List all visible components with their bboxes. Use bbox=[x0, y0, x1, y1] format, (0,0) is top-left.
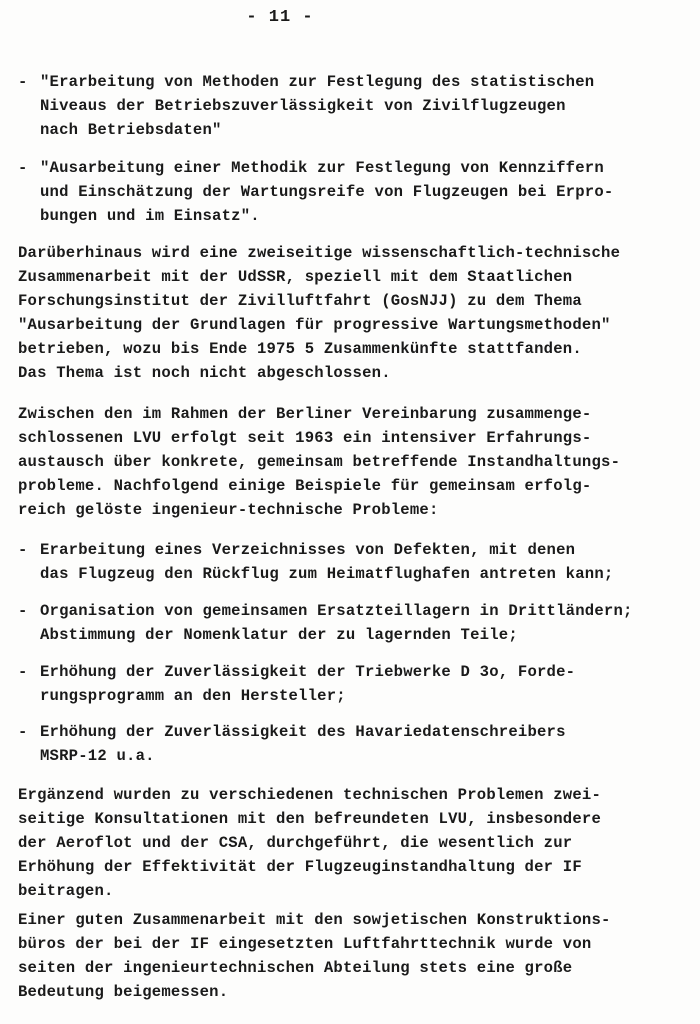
para1-line-4: "Ausarbeitung der Grundlagen für progressive Wartungsmethoden" bbox=[18, 316, 611, 334]
bullet-2-line-1: "Ausarbeitung einer Methodik zur Festlegung von Kennziffern bbox=[40, 159, 604, 177]
bullet-1-line-2: Niveaus der Betriebszuverlässigkeit von Zivilflugzeugen bbox=[40, 97, 566, 115]
para3-line-2: seitige Konsultationen mit den befreundeten LVU, insbesondere bbox=[18, 810, 602, 828]
bullet-3-line-2: das Flugzeug den Rückflug zum Heimatflughafen antreten kann; bbox=[40, 565, 614, 583]
bullet-1-line-1: "Erarbeitung von Methoden zur Festlegung des statistischen bbox=[40, 73, 595, 91]
bullet-6-line-2: MSRP-12 u.a. bbox=[40, 747, 155, 765]
bullet-3-line-1: Erarbeitung eines Verzeichnisses von Defekten, mit denen bbox=[40, 541, 576, 559]
para3-line-5: beitragen. bbox=[18, 882, 114, 900]
para4-line-4: Bedeutung beigemessen. bbox=[18, 983, 229, 1001]
bullet-dash: - bbox=[18, 73, 28, 91]
bullet-2-line-2: und Einschätzung der Wartungsreife von Flugzeugen bei Erpro- bbox=[40, 183, 614, 201]
para2-line-5: reich gelöste ingenieur-technische Probleme: bbox=[18, 501, 439, 519]
para1-line-6: Das Thema ist noch nicht abgeschlossen. bbox=[18, 364, 391, 382]
para4-line-2: büros der bei der IF eingesetzten Luftfahrttechnik wurde von bbox=[18, 935, 592, 953]
bullet-4-line-2: Abstimmung der Nomenklatur der zu lagernden Teile; bbox=[40, 626, 518, 644]
para1-line-1: Darüberhinaus wird eine zweiseitige wissenschaftlich-technische bbox=[18, 244, 621, 262]
page-number: - 11 - bbox=[246, 8, 314, 27]
bullet-4-line-1: Organisation von gemeinsamen Ersatzteillagern in Drittländern; bbox=[40, 602, 633, 620]
bullet-2-line-3: bungen und im Einsatz". bbox=[40, 207, 260, 225]
para1-line-2: Zusammenarbeit mit der UdSSR, speziell mit dem Staatlichen bbox=[18, 268, 573, 286]
para3-line-3: der Aeroflot und der CSA, durchgeführt, die wesentlich zur bbox=[18, 834, 573, 852]
para3-line-1: Ergänzend wurden zu verschiedenen technischen Problemen zwei- bbox=[18, 786, 602, 804]
para2-line-1: Zwischen den im Rahmen der Berliner Vereinbarung zusammenge- bbox=[18, 405, 592, 423]
para4-line-1: Einer guten Zusammenarbeit mit den sowjetischen Konstruktions- bbox=[18, 911, 611, 929]
bullet-1-line-3: nach Betriebsdaten" bbox=[40, 121, 222, 139]
para2-line-2: schlossenen LVU erfolgt seit 1963 ein intensiver Erfahrungs- bbox=[18, 429, 592, 447]
para3-line-4: Erhöhung der Effektivität der Flugzeuginstandhaltung der IF bbox=[18, 858, 582, 876]
bullet-5-line-1: Erhöhung der Zuverlässigkeit der Triebwerke D 3o, Forde- bbox=[40, 663, 576, 681]
bullet-dash: - bbox=[18, 159, 28, 177]
para1-line-3: Forschungsinstitut der Zivilluftfahrt (GosNJJ) zu dem Thema bbox=[18, 292, 582, 310]
bullet-dash: - bbox=[18, 723, 28, 741]
bullet-dash: - bbox=[18, 663, 28, 681]
para1-line-5: betrieben, wozu bis Ende 1975 5 Zusammenkünfte stattfanden. bbox=[18, 340, 582, 358]
bullet-5-line-2: rungsprogramm an den Hersteller; bbox=[40, 687, 346, 705]
para2-line-4: probleme. Nachfolgend einige Beispiele für gemeinsam erfolg- bbox=[18, 477, 592, 495]
para4-line-3: seiten der ingenieurtechnischen Abteilung stets eine große bbox=[18, 959, 573, 977]
bullet-dash: - bbox=[18, 602, 28, 620]
bullet-6-line-1: Erhöhung der Zuverlässigkeit des Havariedatenschreibers bbox=[40, 723, 566, 741]
para2-line-3: austausch über konkrete, gemeinsam betreffende Instandhaltungs- bbox=[18, 453, 621, 471]
bullet-dash: - bbox=[18, 541, 28, 559]
